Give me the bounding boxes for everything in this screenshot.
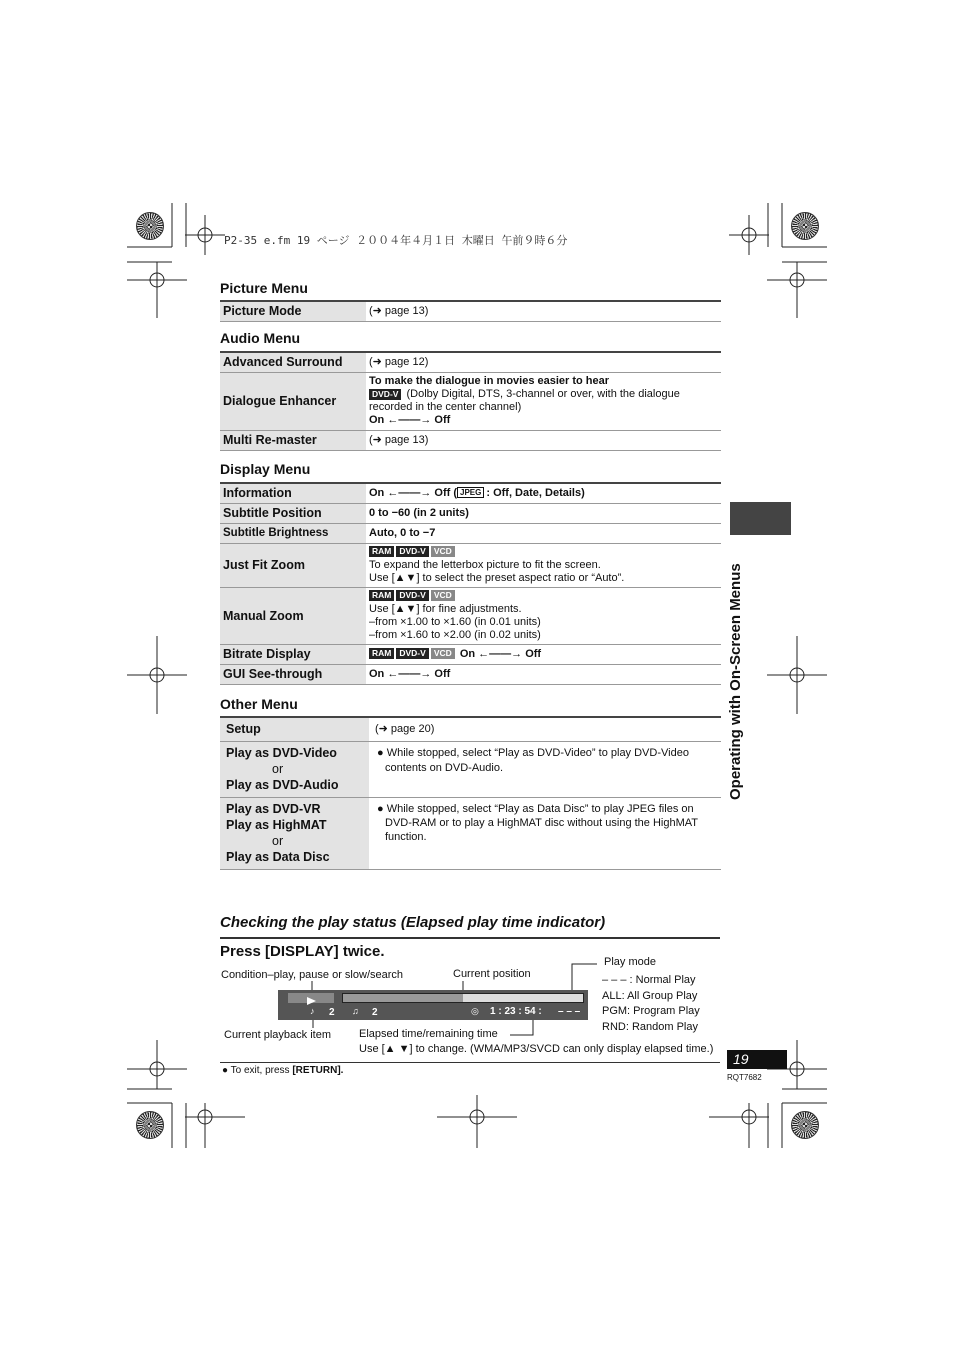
progress-fill — [343, 994, 463, 1002]
exit-note-text: To exit, press — [230, 1065, 293, 1076]
play-state-box — [288, 993, 334, 1003]
dvd-v-badge: DVD-V — [369, 389, 401, 400]
mode-item: RND: Random Play — [602, 1020, 698, 1033]
option-name: Play as DVD-Video — [226, 746, 337, 760]
row-desc: (➜ page 12) — [366, 352, 721, 372]
dvd-v-badge: DVD-V — [396, 546, 428, 557]
row-desc: Auto, 0 to −7 — [366, 523, 721, 543]
ram-badge: RAM — [369, 546, 394, 557]
row-desc: (➜ page 13) — [366, 301, 721, 321]
desc-body: (Dolby Digital, DTS, 3-channel or over, with the dialogue recorded in the center channel) — [369, 388, 680, 413]
row-name: Dialogue Enhancer — [220, 372, 366, 430]
vcd-badge: VCD — [431, 648, 455, 659]
label-current-item: Current playback item — [224, 1029, 331, 1041]
desc-options: On ←——→ Off — [459, 647, 542, 660]
elapsed-time: 1 : 23 : 54 : — [490, 1006, 542, 1017]
vcd-badge: VCD — [431, 590, 455, 601]
row-name: Bitrate Display — [220, 644, 366, 664]
label-condition: Condition–play, pause or slow/search — [221, 969, 404, 981]
option-name: Play as DVD-VR — [226, 802, 321, 816]
vcd-badge: VCD — [431, 546, 455, 557]
row-desc: ● While stopped, select “Play as DVD-Video” to play DVD-Video contents on DVD-Audio. — [369, 741, 721, 797]
row-desc: (➜ page 13) — [366, 430, 721, 450]
row-name: Subtitle Brightness — [220, 523, 366, 543]
jpeg-badge: JPEG — [457, 487, 484, 498]
row-desc: (➜ page 20) — [369, 717, 721, 741]
ram-badge: RAM — [369, 648, 394, 659]
desc-post: : Off, Date, Details) — [486, 486, 585, 499]
return-button-label: [RETURN]. — [292, 1065, 344, 1076]
option-name: Play as HighMAT — [226, 818, 327, 832]
audio-menu-title: Audio Menu — [220, 330, 301, 346]
doc-code: RQT7682 — [727, 1073, 762, 1082]
exit-note: ● To exit, press [RETURN]. — [222, 1065, 344, 1076]
play-mode-value: – – – — [558, 1006, 581, 1017]
row-name: Advanced Surround — [220, 352, 366, 372]
status-heading: Checking the play status (Elapsed play time indicator) — [220, 914, 606, 931]
picture-menu-title: Picture Menu — [220, 280, 308, 296]
label-position: Current position — [453, 968, 531, 980]
desc-title: To make the dialogue in movies easier to hear — [369, 375, 610, 387]
option-name: Play as Data Disc — [226, 850, 330, 864]
other-menu-title: Other Menu — [220, 696, 298, 712]
desc-pre: On ←——→ Off ( — [369, 486, 457, 499]
side-tab-text: Operating with On-Screen Menus — [727, 563, 744, 800]
desc-line: –from ×1.00 to ×1.60 (in 0.01 units) — [369, 615, 541, 628]
track-icon: ♫ — [352, 1006, 359, 1016]
desc-text: While stopped, select “Play as Data Disc” to play JPEG files on DVD-RAM or to play a HighMAT disc without using the HighMAT function. — [385, 802, 698, 843]
row-name: Just Fit Zoom — [220, 543, 366, 587]
row-name: Picture Mode — [220, 301, 366, 321]
row-desc: ● While stopped, select “Play as Data Disc” to play JPEG files on DVD-RAM or to play a HighMAT disc without using the HighMAT function. — [369, 797, 721, 869]
ram-badge: RAM — [369, 590, 394, 601]
footer-rule — [220, 1062, 720, 1063]
play-icon — [288, 996, 334, 1006]
label-play-mode: Play mode — [604, 956, 656, 968]
page-number: 19 — [727, 1050, 787, 1069]
display-menu-title: Display Menu — [220, 461, 311, 477]
option-name: Play as DVD-Audio — [226, 778, 339, 792]
or-text: or — [272, 762, 284, 776]
time-icon: ◎ — [471, 1006, 479, 1016]
elapsed-time-indicator — [278, 990, 588, 1020]
track-number: 2 — [372, 1007, 378, 1018]
label-use: Use [▲ ▼] to change. (WMA/MP3/SVCD can only display elapsed time.) — [359, 1043, 714, 1055]
group-icon: ♪ — [310, 1006, 315, 1016]
desc-line: To expand the letterbox picture to fit the screen. — [369, 558, 601, 571]
row-name: Manual Zoom — [220, 587, 366, 644]
dvd-v-badge: DVD-V — [396, 648, 428, 659]
mode-item: ALL: All Group Play — [602, 989, 698, 1002]
desc-options: On ←——→ Off — [369, 414, 451, 426]
press-instruction: Press [DISPLAY] twice. — [220, 943, 385, 960]
progress-track — [342, 993, 584, 1003]
desc-line: –from ×1.60 to ×2.00 (in 0.02 units) — [369, 628, 541, 641]
row-name: Multi Re-master — [220, 430, 366, 450]
or-text: or — [272, 834, 284, 848]
row-desc: On ←——→ Off — [366, 664, 721, 684]
mode-item: – – – : Normal Play — [602, 974, 696, 986]
row-name: GUI See-through — [220, 664, 366, 684]
row-name: Setup — [220, 717, 369, 741]
group-number: 2 — [329, 1007, 335, 1018]
label-elapsed: Elapsed time/remaining time — [359, 1028, 498, 1040]
mode-item: PGM: Program Play — [602, 1005, 700, 1017]
file-header-line: P2-35 e.fm 19 ページ ２００４年４月１日 木曜日 午前９時６分 — [224, 234, 568, 247]
desc-line: Use [▲▼] for fine adjustments. — [369, 602, 522, 615]
row-desc: 0 to −60 (in 2 units) — [366, 503, 721, 523]
desc-line: Use [▲▼] to select the preset aspect ratio or “Auto”. — [369, 571, 625, 584]
dvd-v-badge: DVD-V — [396, 590, 428, 601]
desc-text: While stopped, select “Play as DVD-Video” to play DVD-Video contents on DVD-Audio. — [385, 746, 689, 774]
row-name: Information — [220, 483, 366, 503]
row-name: Subtitle Position — [220, 503, 366, 523]
